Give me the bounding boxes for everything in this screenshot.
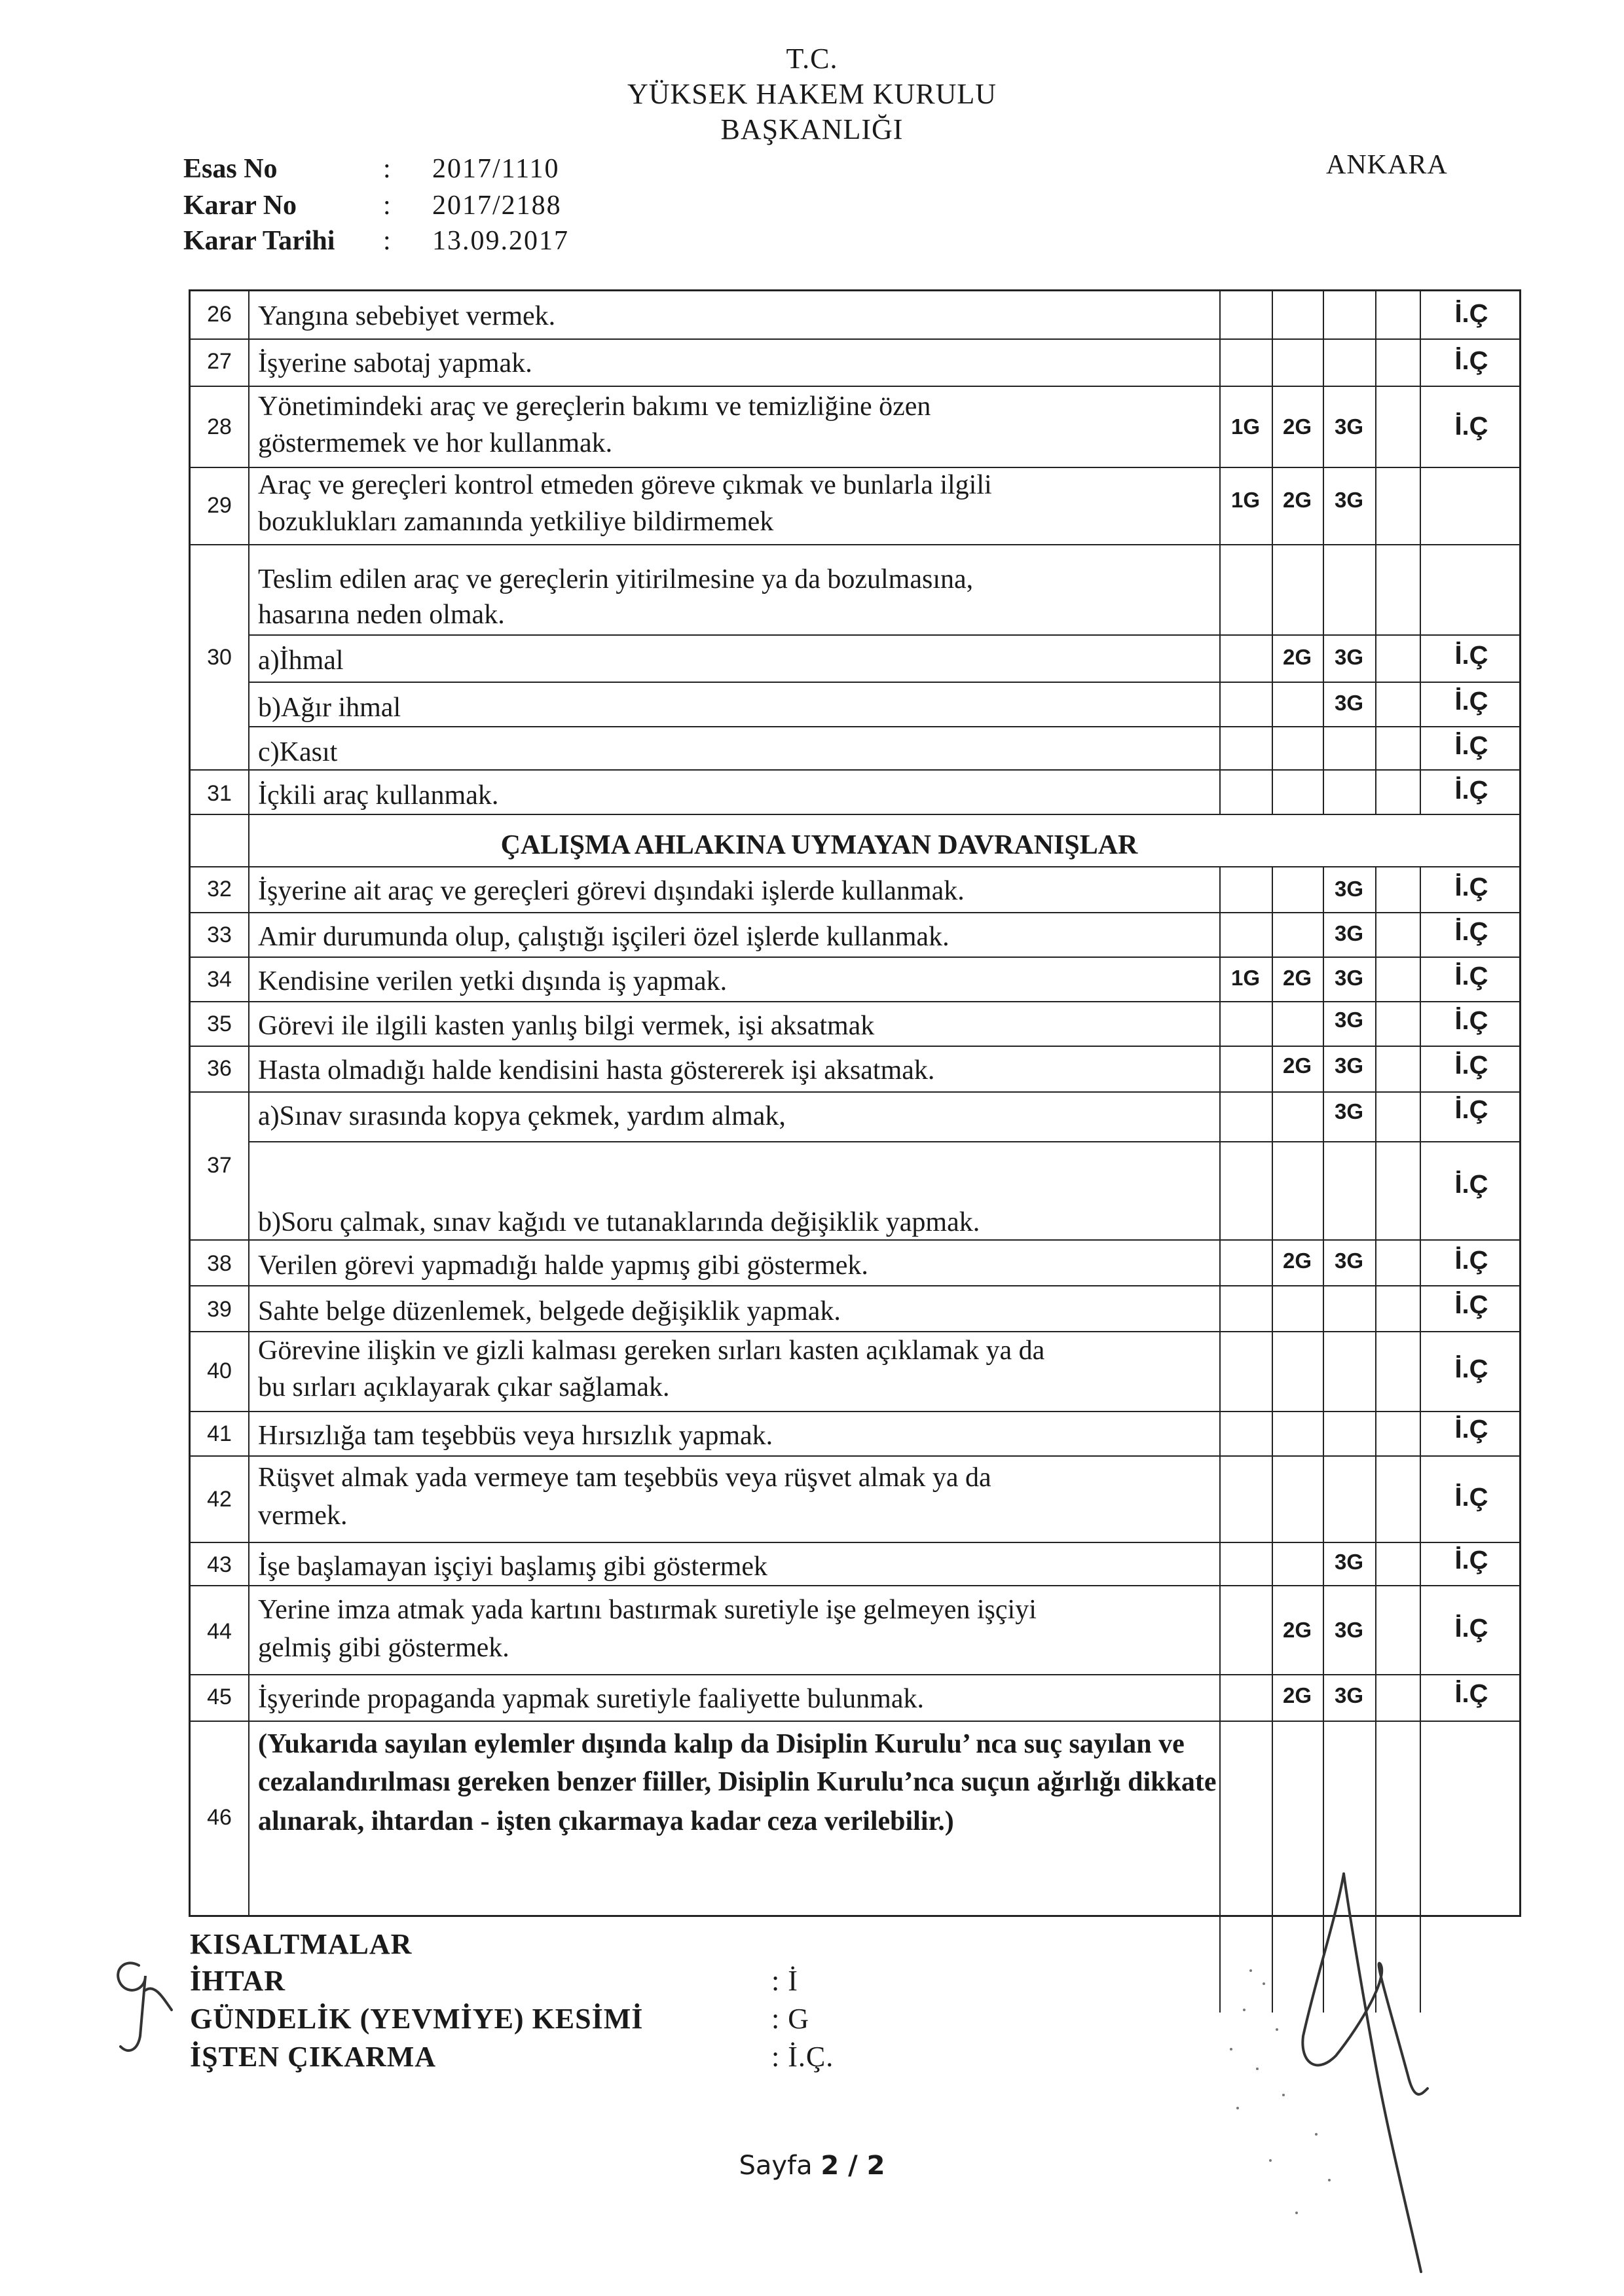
- penalty-3g: 3G: [1334, 1618, 1364, 1642]
- penalty-3g: 3G: [1334, 414, 1364, 439]
- abbr-gundelik-value: : G: [771, 2003, 809, 2035]
- penalty-3g: 3G: [1334, 877, 1364, 901]
- row-text: İşyerinde propaganda yapmak suretiyle faaliyette bulunmak.: [258, 1684, 924, 1714]
- karar-colon: :: [383, 191, 391, 221]
- penalty-ic: İ.Ç: [1454, 962, 1488, 991]
- penalty-ic: İ.Ç: [1454, 299, 1488, 328]
- penalty-1g: 1G: [1230, 414, 1261, 439]
- row-text: Yerine imza atmak yada kartını bastırmak suretiyle işe gelmeyen işçiyi: [258, 1595, 1037, 1625]
- penalty-ic: İ.Ç: [1454, 873, 1488, 902]
- penalty-ic: İ.Ç: [1454, 412, 1488, 441]
- abbr-isten-value: : İ.Ç.: [771, 2041, 834, 2073]
- penalty-ic: İ.Ç: [1454, 687, 1488, 716]
- abbr-ihtar-value: : İ: [771, 1965, 798, 1997]
- row-note: alınarak, ihtardan - işten çıkarmaya kadar ceza verilebilir.): [258, 1806, 954, 1836]
- row-number: 33: [207, 922, 232, 947]
- penalty-2g: 2G: [1282, 1248, 1312, 1273]
- row-text: Yönetimindeki araç ve gereçlerin bakımı ve temizliğine özen: [258, 392, 931, 422]
- penalty-2g: 2G: [1282, 966, 1312, 990]
- penalty-3g: 3G: [1334, 1683, 1364, 1707]
- page-number: [0, 2151, 1624, 2181]
- penalty-ic: İ.Ç: [1454, 1095, 1488, 1124]
- row-number: 40: [207, 1358, 232, 1383]
- penalty-2g: 2G: [1282, 645, 1312, 669]
- penalty-3g: 3G: [1334, 921, 1364, 945]
- penalty-ic: İ.Ç: [1454, 776, 1488, 805]
- penalty-3g: 3G: [1334, 691, 1364, 715]
- signature-icon: [1302, 1874, 1428, 2272]
- row-text: vermek.: [258, 1501, 348, 1531]
- penalty-ic: İ.Ç: [1454, 1170, 1488, 1199]
- tarih-label: Karar Tarihi: [183, 226, 335, 256]
- row-note: cezalandırılması gereken benzer fiiller, Disiplin Kurulu’nca suçun ağırlığı dikkate: [258, 1767, 1217, 1797]
- penalty-3g: 3G: [1334, 966, 1364, 990]
- penalty-2g: 2G: [1282, 488, 1312, 512]
- penalty-3g: 3G: [1334, 1550, 1364, 1574]
- header-authority: YÜKSEK HAKEM KURULU: [627, 78, 997, 110]
- penalty-ic: İ.Ç: [1454, 1355, 1488, 1383]
- initial-mark-icon: [118, 1963, 172, 2050]
- penalty-2g: 2G: [1282, 1618, 1312, 1642]
- tarih-colon: :: [383, 226, 391, 256]
- row-text: a)Sınav sırasında kopya çekmek, yardım almak,: [258, 1101, 786, 1131]
- karar-value: 2017/2188: [432, 191, 562, 221]
- penalty-ic: İ.Ç: [1454, 917, 1488, 946]
- penalty-ic: İ.Ç: [1454, 1483, 1488, 1512]
- row-text: İşyerine sabotaj yapmak.: [258, 348, 532, 378]
- abbr-isten-label: İŞTEN ÇIKARMA: [190, 2041, 437, 2073]
- penalty-2g: 2G: [1282, 1053, 1312, 1078]
- esas-value: 2017/1110: [432, 154, 560, 184]
- row-text: a)İhmal: [258, 646, 344, 676]
- header-city: ANKARA: [1326, 150, 1448, 180]
- row-number: 31: [207, 781, 232, 806]
- row-text: Yangına sebebiyet vermek.: [258, 301, 556, 331]
- abbr-ihtar-label: İHTAR: [190, 1965, 286, 1997]
- penalty-ic: İ.Ç: [1454, 1051, 1488, 1080]
- row-text: Hırsızlığa tam teşebbüs veya hırsızlık yapmak.: [258, 1421, 773, 1451]
- penalty-ic: İ.Ç: [1454, 346, 1488, 375]
- row-text: Rüşvet almak yada vermeye tam teşebbüs veya rüşvet almak ya da: [258, 1463, 991, 1493]
- row-text: İçkili araç kullanmak.: [258, 780, 499, 811]
- penalty-3g: 3G: [1334, 1099, 1364, 1123]
- header-department: BAŞKANLIĞI: [720, 113, 904, 145]
- esas-label: Esas No: [183, 154, 278, 184]
- penalty-ic: İ.Ç: [1454, 731, 1488, 760]
- penalty-ic: İ.Ç: [1454, 1290, 1488, 1319]
- row-number: 32: [207, 877, 232, 902]
- penalty-3g: 3G: [1334, 645, 1364, 669]
- abbr-gundelik-label: GÜNDELİK (YEVMİYE) KESİMİ: [190, 2003, 644, 2035]
- row-note: (Yukarıda sayılan eylemler dışında kalıp da Disiplin Kurulu’ nca suç sayılan ve: [258, 1729, 1185, 1759]
- row-text: Sahte belge düzenlemek, belgede değişiklik yapmak.: [258, 1296, 841, 1326]
- penalty-ic: İ.Ç: [1454, 1546, 1488, 1575]
- row-text: İşe başlamayan işçiyi başlamış gibi göstermek: [258, 1552, 767, 1582]
- penalty-3g: 3G: [1334, 1248, 1364, 1273]
- penalty-1g: 1G: [1230, 966, 1261, 990]
- penalty-2g: 2G: [1282, 414, 1312, 439]
- row-text: Araç ve gereçleri kontrol etmeden göreve çıkmak ve bunlarla ilgili: [258, 470, 992, 500]
- section-title: ÇALIŞMA AHLAKINA UYMAYAN DAVRANIŞLAR: [500, 830, 1138, 860]
- penalty-ic: İ.Ç: [1454, 1006, 1488, 1035]
- row-number: 37: [207, 1153, 232, 1178]
- row-number: 43: [207, 1552, 232, 1577]
- header-tc: T.C.: [786, 43, 838, 75]
- row-text: İşyerine ait araç ve gereçleri görevi dışındaki işlerde kullanmak.: [258, 876, 965, 906]
- row-number: 35: [207, 1011, 232, 1036]
- row-text: b)Soru çalmak, sınav kağıdı ve tutanaklarında değişiklik yapmak.: [258, 1207, 980, 1237]
- penalty-ic: İ.Ç: [1454, 641, 1488, 670]
- row-text: bozuklukları zamanında yetkiliye bildirmemek: [258, 507, 774, 537]
- page-value: 2 / 2: [821, 2151, 885, 2181]
- row-text: Amir durumunda olup, çalıştığı işçileri özel işlerde kullanmak.: [258, 922, 950, 952]
- row-text: hasarına neden olmak.: [258, 600, 505, 630]
- esas-colon: :: [383, 154, 391, 184]
- row-text: bu sırları açıklayarak çıkar sağlamak.: [258, 1372, 670, 1402]
- row-number: 45: [207, 1685, 232, 1709]
- row-text: gelmiş gibi göstermek.: [258, 1633, 509, 1663]
- row-text: c)Kasıt: [258, 737, 338, 767]
- penalty-2g: 2G: [1282, 1683, 1312, 1707]
- row-number: 27: [207, 349, 232, 374]
- penalty-ic: İ.Ç: [1454, 1246, 1488, 1275]
- row-number: 39: [207, 1297, 232, 1322]
- penalty-3g: 3G: [1334, 488, 1364, 512]
- penalty-3g: 3G: [1334, 1053, 1364, 1078]
- row-number: 42: [207, 1487, 232, 1512]
- row-text: Teslim edilen araç ve gereçlerin yitirilmesine ya da bozulmasına,: [258, 564, 974, 594]
- row-number: 29: [207, 493, 232, 518]
- abbreviations-title: KISALTMALAR: [190, 1928, 413, 1960]
- row-number: 34: [207, 967, 232, 992]
- row-text: Görevine ilişkin ve gizli kalması gereken sırları kasten açıklamak ya da: [258, 1336, 1045, 1366]
- row-text: Hasta olmadığı halde kendisini hasta göstererek işi aksatmak.: [258, 1055, 935, 1085]
- row-text: göstermemek ve hor kullanmak.: [258, 428, 613, 458]
- row-number: 36: [207, 1056, 232, 1081]
- row-number: 30: [207, 645, 232, 670]
- row-number: 41: [207, 1421, 232, 1446]
- row-number: 44: [207, 1619, 232, 1644]
- tarih-value: 13.09.2017: [432, 226, 569, 256]
- row-number: 46: [207, 1805, 232, 1830]
- penalty-ic: İ.Ç: [1454, 1415, 1488, 1444]
- karar-label: Karar No: [183, 191, 297, 221]
- row-text: Verilen görevi yapmadığı halde yapmış gibi göstermek.: [258, 1250, 868, 1281]
- row-number: 38: [207, 1251, 232, 1276]
- row-text: b)Ağır ihmal: [258, 693, 401, 723]
- penalty-ic: İ.Ç: [1454, 1679, 1488, 1708]
- row-number: 28: [207, 414, 232, 439]
- page-prefix: Sayfa: [739, 2151, 813, 2181]
- penalty-1g: 1G: [1230, 488, 1261, 512]
- row-text: Görevi ile ilgili kasten yanlış bilgi vermek, işi aksatmak: [258, 1011, 875, 1041]
- penalty-3g: 3G: [1334, 1008, 1364, 1032]
- row-text: Kendisine verilen yetki dışında iş yapmak.: [258, 966, 728, 996]
- penalty-ic: İ.Ç: [1454, 1614, 1488, 1643]
- row-number: 26: [207, 302, 232, 327]
